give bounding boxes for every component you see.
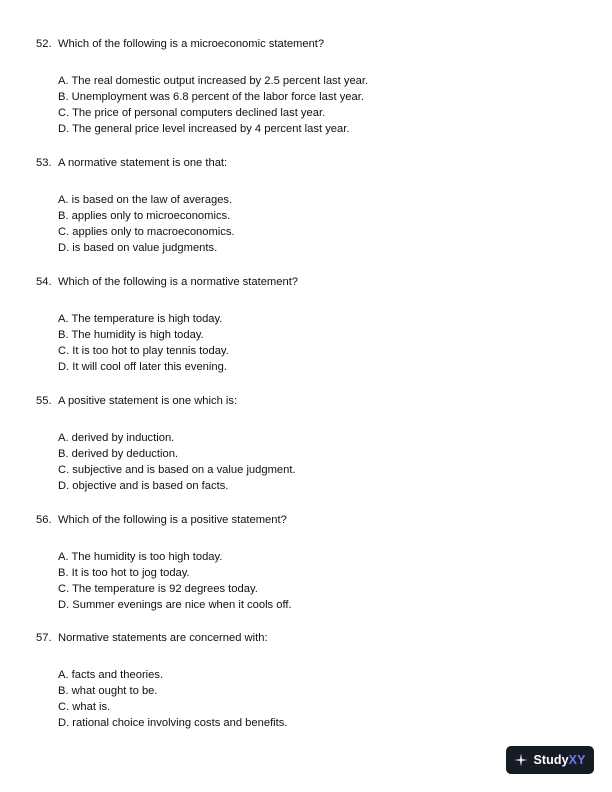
brand-accent: XY: [568, 753, 586, 767]
sparkle-plus-icon: [514, 753, 528, 767]
option-a: A. The humidity is too high today.: [58, 551, 223, 563]
option-b: B. The humidity is high today.: [58, 329, 204, 342]
option-c: C. The price of personal computers declined last year.: [58, 107, 326, 120]
question-number: 52.: [36, 38, 52, 50]
option-c: C. It is too hot to play tennis today.: [58, 345, 229, 358]
option-b: B. what ought to be.: [58, 685, 158, 698]
option-d: D. rational choice involving costs and benefits.: [58, 717, 288, 730]
question-stem: [36, 394, 576, 408]
answer-options: [58, 549, 576, 613]
question-number: 57.: [36, 632, 52, 644]
option-b: B. derived by deduction.: [58, 448, 179, 461]
studyxy-badge[interactable]: [506, 746, 594, 774]
answer-options: [58, 192, 576, 256]
question-text: Which of the following is a normative statement?: [58, 276, 299, 288]
option-b: B. applies only to microeconomics.: [58, 210, 231, 223]
option-d: D. It will cool off later this evening.: [58, 361, 227, 374]
brand-main: Study: [533, 753, 569, 767]
question-54: [36, 275, 576, 375]
answer-options: [58, 73, 576, 137]
question-text: Normative statements are concerned with:: [58, 632, 268, 644]
question-57: [36, 631, 576, 731]
question-stem: [36, 513, 576, 527]
brand-name: [533, 753, 585, 767]
question-55: [36, 394, 576, 494]
answer-options: [58, 667, 576, 731]
option-d: D. The general price level increased by 4 percent last year.: [58, 123, 350, 136]
question-stem: [36, 156, 576, 170]
option-a: A. The temperature is high today.: [58, 313, 223, 325]
option-c: C. what is.: [58, 701, 111, 714]
question-number: 53.: [36, 157, 52, 169]
answer-options: [58, 311, 576, 375]
option-a: A. The real domestic output increased by 2.5 percent last year.: [58, 75, 369, 87]
question-text: Which of the following is a microeconomic statement?: [58, 38, 325, 50]
option-c: C. The temperature is 92 degrees today.: [58, 583, 258, 596]
option-a: A. facts and theories.: [58, 669, 164, 681]
question-text: A positive statement is one which is:: [58, 395, 238, 407]
option-d: D. Summer evenings are nice when it cools off.: [58, 599, 292, 612]
question-text: Which of the following is a positive statement?: [58, 514, 287, 526]
option-d: D. objective and is based on facts.: [58, 480, 229, 493]
question-53: [36, 156, 576, 256]
question-56: [36, 513, 576, 613]
option-a: A. derived by induction.: [58, 432, 175, 444]
question-52: [36, 37, 576, 137]
option-c: C. subjective and is based on a value judgment.: [58, 464, 296, 477]
question-stem: [36, 37, 576, 51]
option-c: C. applies only to macroeconomics.: [58, 226, 235, 239]
question-number: 54.: [36, 276, 52, 288]
option-a: A. is based on the law of averages.: [58, 194, 233, 206]
option-b: B. It is too hot to jog today.: [58, 567, 190, 580]
option-d: D. is based on value judgments.: [58, 242, 218, 255]
question-stem: [36, 631, 576, 645]
option-b: B. Unemployment was 6.8 percent of the labor force last year.: [58, 91, 364, 104]
question-text: A normative statement is one that:: [58, 157, 228, 169]
question-number: 55.: [36, 395, 52, 407]
question-number: 56.: [36, 514, 52, 526]
question-stem: [36, 275, 576, 289]
answer-options: [58, 430, 576, 494]
